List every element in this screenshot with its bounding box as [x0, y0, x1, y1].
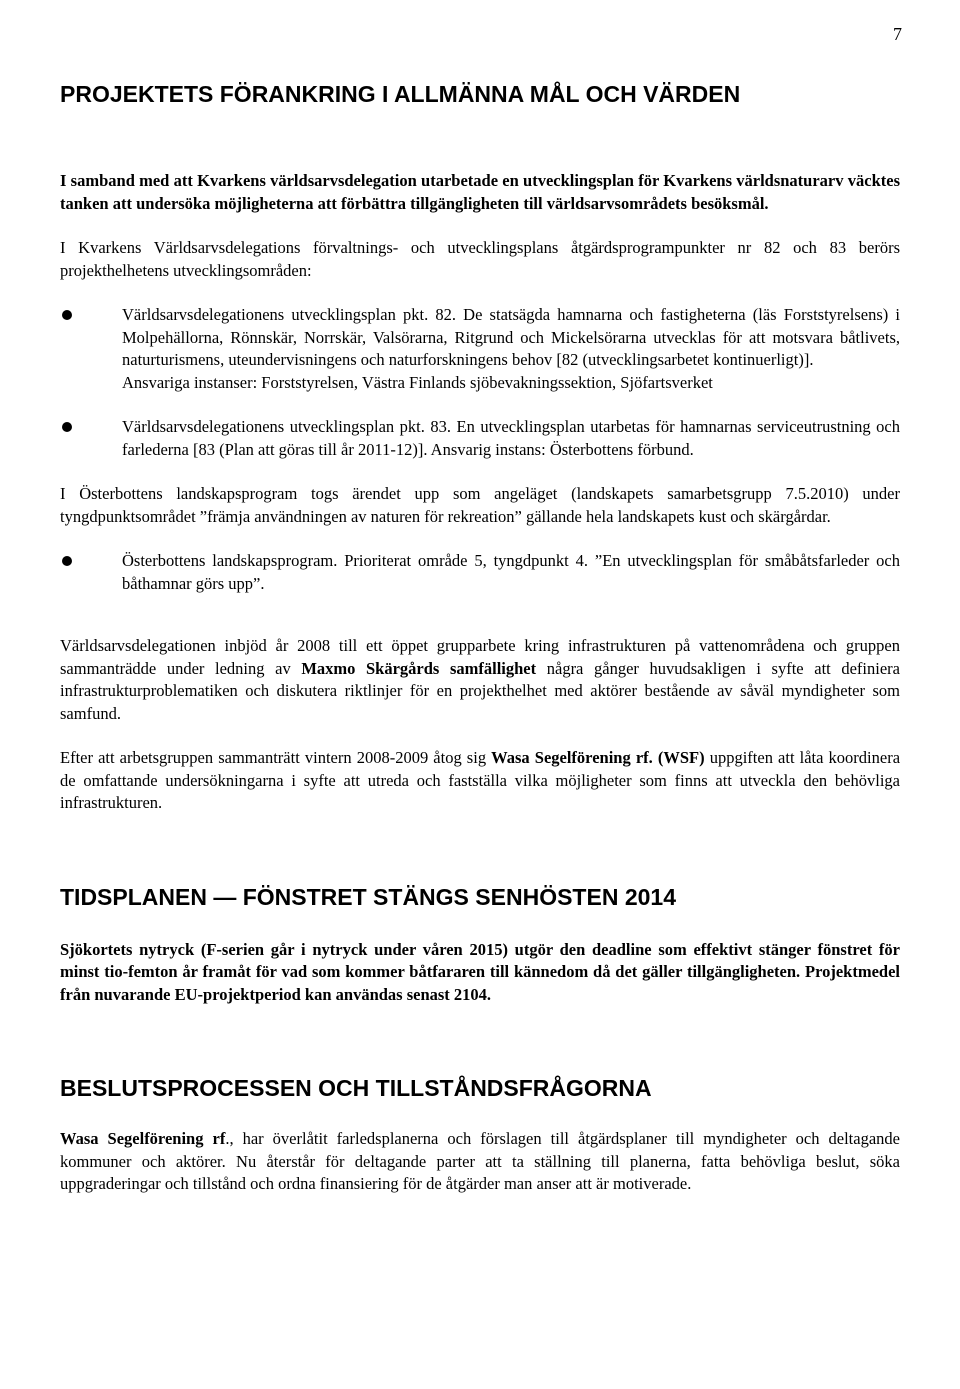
paragraph-landskapsprogram: I Österbottens landskapsprogram togs ärendet upp som angeläget (landskapets samarbetsgrupp 7.5.2010) under tyngdpunktsområdet ”främja användningen av naturen för rekreation” gällande hela landskapets kust och skärgårdar. — [60, 484, 900, 526]
bullet-text: Världsarvsdelegationens utvecklingsplan pkt. 83. En utvecklingsplan utarbetas för hamnarnas serviceutrustning och farlederna [83 (Plan att göras till år 2011-12)]. Ansvarig instans: Österbottens förbund. — [122, 417, 900, 459]
text-run: uppgiften att låta koordinera de omfattande undersökningarna i syfte att utreda och fastställa vilka möjligheter som finns att utveckla den behövliga infrastrukturen. — [60, 748, 901, 812]
bullet-item-landskapsprogram — [60, 550, 900, 595]
paragraph-action-points: I Kvarkens Världsarvsdelegations förvaltnings- och utvecklingsplans åtgärdsprogrampunkter nr 82 och 83 berörs projekthelhetens utvecklingsområden: — [60, 238, 900, 280]
organization-name: Maxmo Skärgårds samfällighet — [301, 658, 537, 678]
text-run: Världsarvsdelegationen inbjöd år 2008 till ett öppet grupparbete kring infrastrukturen på vattenområdena och gruppen sammanträdde under ledning av — [60, 636, 900, 678]
bullet-text: Österbottens landskapsprogram. Prioriterat område 5, tyngdpunkt 4. ”En utvecklingsplan för småbåtsfarleder och båthamnar görs upp”. — [122, 551, 900, 593]
page-number: 7 — [893, 24, 902, 44]
bullet-icon — [62, 310, 72, 320]
bullet-text: Världsarvsdelegationens utvecklingsplan pkt. 82. De statsägda hamnarna och fastigheterna (läs Forststyrelsens) i Molpehällorna, Rönnskär, Norrskär, Valsörarna, Ritgrund och Mickelsörarna utvecklas för att motsvara båtlivets, naturturismens, uteundervisningens och naturforskningens behov [82 (utvecklingsarbetet kontinuerligt)]. — [122, 305, 900, 369]
paragraph-grupparbete — [60, 635, 900, 725]
organization-name: Wasa Segelförening rf. (WSF) — [491, 748, 705, 767]
responsible-instances: Ansvariga instanser: Forststyrelsen, Västra Finlands sjöbevakningssektion, Sjöfartsverket — [122, 372, 713, 392]
section-heading-forankring: PROJEKTETS FÖRANKRING I ALLMÄNNA MÅL OCH VÄRDEN — [60, 81, 741, 107]
paragraph-sjokort: Sjökortets nytryck (F-serien går i nytryck under våren 2015) utgör den deadline som effektivt stänger fönstret för minst tio-femton år framåt för vad som kommer båtfararen till kännedom då det gäller tillgängligheten. Projektmedel från nuvarande EU-projektperiod kan användas senast 2104. — [60, 939, 900, 1004]
section-heading-tidsplanen: TIDSPLANEN — FÖNSTRET STÄNGS SENHÖSTEN 2014 — [60, 883, 676, 910]
text-run: ., har överlåtit farledsplanerna och förslagen till åtgärdsplaner till myndigheter och deltagande kommuner och aktörer. Nu återstår för deltagande parter att ta ställning till planerna, fatta behövliga beslut, söka uppgraderingar och tillstånd och ordna finansiering för de åtgärder man anser att är motiverade. — [60, 1129, 900, 1193]
bullet-icon — [62, 556, 72, 566]
organization-name: Wasa Segelförening rf — [60, 1129, 226, 1148]
document-body — [60, 80, 900, 1196]
bullet-item-82 — [60, 304, 900, 372]
intro-paragraph: I samband med att Kvarkens världsarvsdelegation utarbetade en utvecklingsplan för Kvarkens världsnaturarv väcktes tanken att undersöka möjligheterna att förbättra tillgängligheten till världsarvsområdets besöksmål. — [60, 171, 900, 213]
bullet-icon — [62, 422, 72, 432]
paragraph-beslutsprocessen — [60, 1128, 900, 1196]
bullet-item-83 — [60, 416, 900, 461]
paragraph-wsf — [60, 747, 900, 815]
text-run: några gånger huvudsakligen i syfte att definiera infrastrukturproblematiken och diskutera riktlinjer för en projekthelhet med aktörer bestående av såväl myndigheter som samfund. — [60, 658, 900, 723]
section-heading-beslutsprocessen: BESLUTSPROCESSEN OCH TILLSTÅNDSFRÅGORNA — [60, 1075, 652, 1101]
text-run: Efter att arbetsgruppen sammanträtt vintern 2008-2009 åtog sig — [60, 748, 492, 767]
